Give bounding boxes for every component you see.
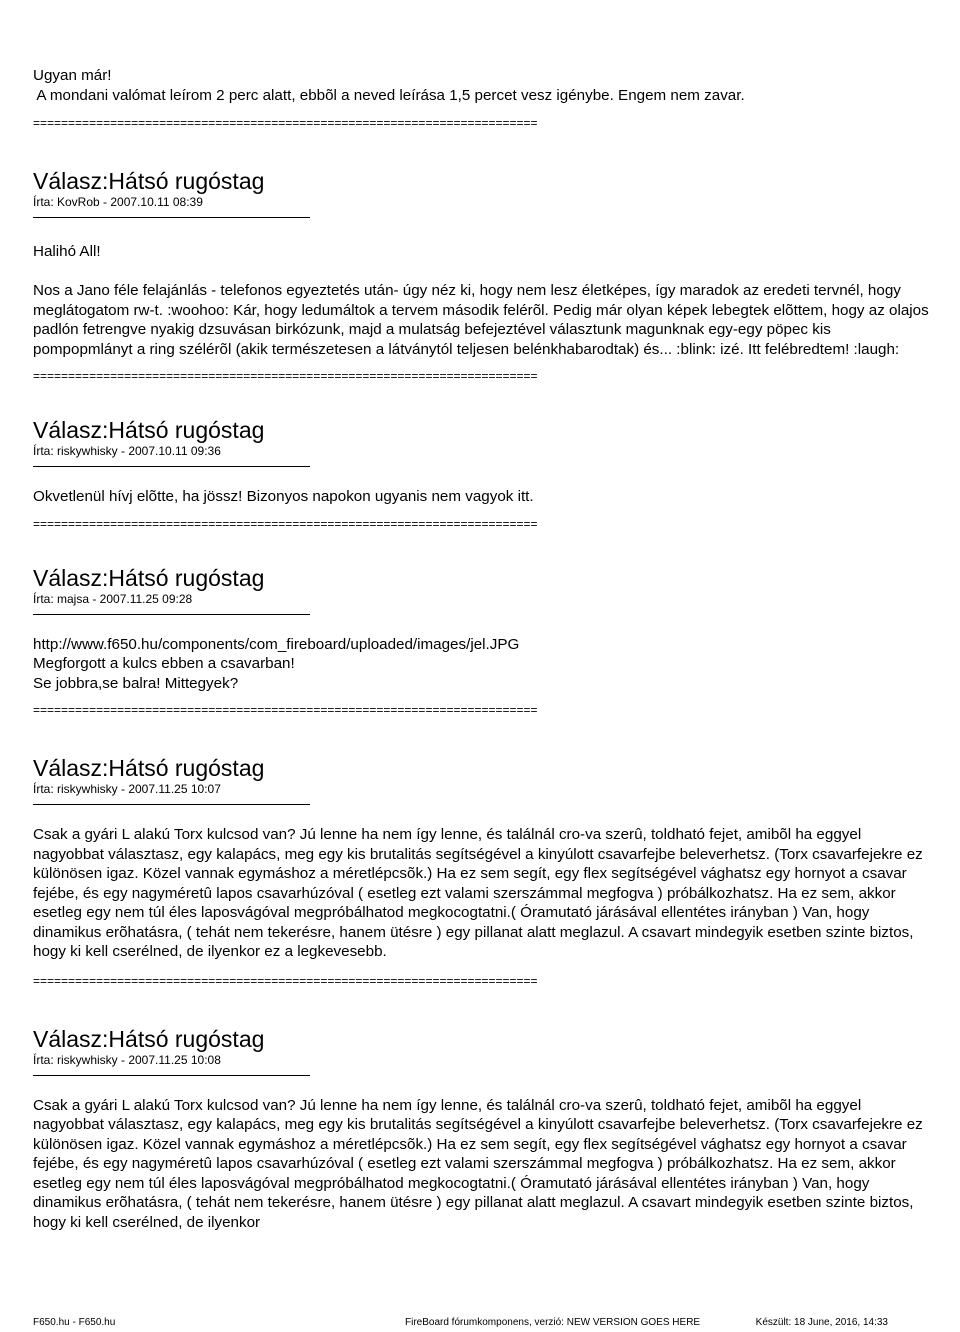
separator: ======================================================================== xyxy=(33,703,538,717)
page-footer xyxy=(33,1317,888,1329)
post-meta: Írta: riskywhisky - 2007.11.25 10:07 xyxy=(33,782,221,796)
intro-line-2: A mondani valómat leírom 2 perc alatt, ebbõl a neved leírása 1,5 percet vesz igénybe. Engem nem zavar. xyxy=(33,86,745,104)
post-meta: Írta: riskywhisky - 2007.10.11 09:36 xyxy=(33,444,221,458)
post-body: Halihó All! Nos a Jano féle felajánlás - telefonos egyeztetés után- úgy néz ki, hogy nem lesz életképes, így maradok az eredeti tervnél, hogy meglátogatom rw-t. :woohoo: Kár, hogy ledumáltok a tervem második felérõl. Pedig már olyan képek lebegtek elõttem, hogy az olajos padlón fetrengve nyakig dzsuvásan birkózunk, majd a mulatság befejeztével választunk magunknak egy-egy pöpec kis pompopmlányt a ring szélérõl (akik természetesen a látványtól teljesen belénkhabarodtak) és... :blink: izé. Itt felébredtem! :laugh: xyxy=(33,243,929,358)
intro-line-1: Ugyan már! xyxy=(33,67,112,84)
post-meta: Írta: riskywhisky - 2007.11.25 10:08 xyxy=(33,1052,221,1067)
separator: ======================================================================== xyxy=(33,116,538,130)
post-body: Csak a gyári L alakú Torx kulcsod van? Jú lenne ha nem így lenne, és találnál cro-va szerû, toldható fejet, amibõl ha eggyel nagyobbat választasz, egy kalapács, meg egy kis brutalitás segítségével a kinyúlott csavarfejbe beleverhetsz. (Torx csavarfejekre ez különösen igaz. Közel vannak egymáshoz a méretlépcsõk.) Ha ez sem segít, egy flex segítségével vághatsz egy hornyot a csavar fejébe, és egy nagyméretû lapos csavarhúzóval ( esetleg ezt valami szerszámmal megfogva ) próbálkozhatsz. Ha ez sem, akkor esetleg egy nem túl éles laposvágóval megpróbálhatod megkocogtatni.( Óramutató járásával ellentétes irányban ) Van, hogy dinamikus erõhatásra, ( tehát nem tekerésre, hanem ütésre ) egy pillanat alatt meglazul. A csavart mindegyik esetben szinte biztos, hogy ki kell cserélned, de ilyenkor ez a legkevesebb. xyxy=(33,826,923,960)
footer-site: F650.hu - F650.hu xyxy=(33,1317,116,1328)
separator: ======================================================================== xyxy=(33,369,538,383)
post-title: Válasz:Hátsó rugóstag xyxy=(33,1025,265,1052)
post-body: Csak a gyári L alakú Torx kulcsod van? Jú lenne ha nem így lenne, és találnál cro-va szerû, toldható fejet, amibõl ha eggyel nagyobbat választasz, egy kalapács, meg egy kis brutalitás segítségével a kinyúlott csavarfejbe beleverhetsz. (Torx csavarfejekre ez különösen igaz. Közel vannak egymáshoz a méretlépcsõk.) Ha ez sem segít, egy flex segítségével vághatsz egy hornyot a csavar fejébe, és egy nagyméretû lapos csavarhúzóval ( esetleg ezt valami szerszámmal megfogva ) próbálkozhatsz. Ha ez sem, akkor esetleg egy nem túl éles laposvágóval megpróbálhatod megkocogtatni.( Óramutató járásával ellentétes irányban ) Van, hogy dinamikus erõhatásra, ( tehát nem tekerésre, hanem ütésre ) egy pillanat alatt meglazul. A csavart mindegyik esetben szinte biztos, hogy ki kell cserélned, de ilyenkor xyxy=(33,1096,923,1231)
separator: ======================================================================== xyxy=(33,973,538,988)
post-body: Okvetlenül hívj elõtte, ha jössz! Bizonyos napokon ugyanis nem vagyok itt. xyxy=(33,488,534,505)
document-page xyxy=(33,66,933,1232)
post-body: http://www.f650.hu/components/com_fireboard/uploaded/images/jel.JPG Megforgott a kulcs ebben a csavarban! Se jobbra,se balra! Mittegyek? xyxy=(33,635,520,692)
post-title: Válasz:Hátsó rugóstag xyxy=(33,755,265,781)
post-meta: Írta: KovRob - 2007.10.11 08:39 xyxy=(33,195,203,209)
footer-generated: Készült: 18 June, 2016, 14:33 xyxy=(755,1317,888,1328)
post-title: Válasz:Hátsó rugóstag xyxy=(33,564,265,591)
footer-component: FireBoard fórumkomponens, verzió: NEW VERSION GOES HERE xyxy=(405,1317,701,1328)
separator: ======================================================================== xyxy=(33,516,538,531)
post-title: Válasz:Hátsó rugóstag xyxy=(33,417,265,443)
post-title: Válasz:Hátsó rugóstag xyxy=(33,168,265,194)
post-meta: Írta: majsa - 2007.11.25 09:28 xyxy=(33,591,193,606)
